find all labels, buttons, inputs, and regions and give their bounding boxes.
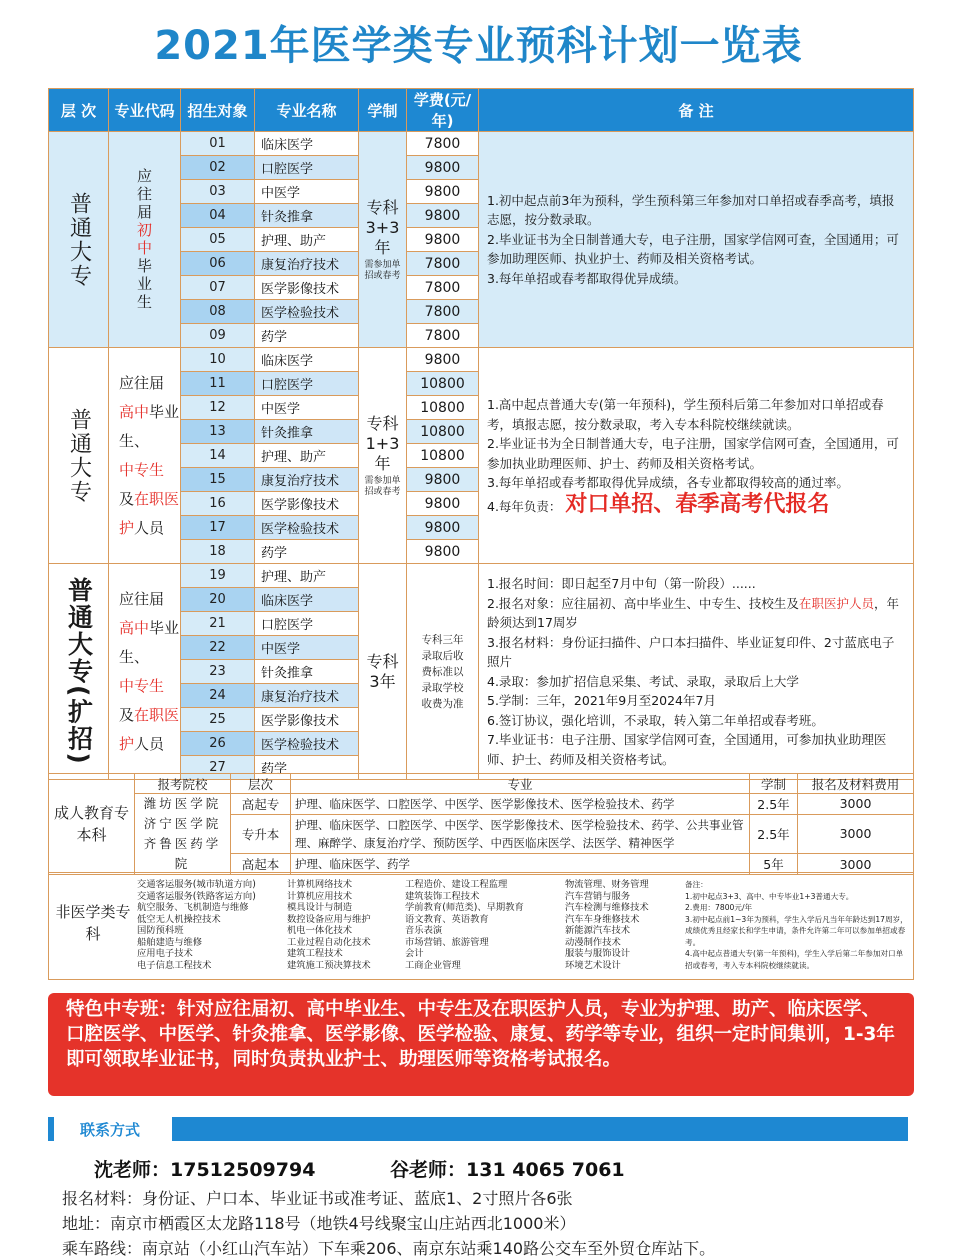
note-line xyxy=(487,594,905,633)
school-weifang: 潍坊医学院 xyxy=(143,796,222,811)
fee-cell: 10800 xyxy=(407,420,479,444)
program-main: 专科 xyxy=(366,197,399,217)
adult-schools xyxy=(135,794,231,875)
target-text xyxy=(109,585,180,759)
target-cell xyxy=(109,132,181,348)
notes-cell xyxy=(479,132,914,348)
program-main: 专科 xyxy=(366,651,399,671)
note-line: 5.学制：三年，2021年9月至2024年7月 xyxy=(487,693,716,708)
note-line: 1.初中起点前3年为预科，学生预科第三年参加对口单招或春季高考，填报志愿，按分数录取。 xyxy=(487,192,895,228)
non-medical-col-2 xyxy=(287,879,405,971)
school-qilu: 齐鲁医药学院 xyxy=(143,836,222,871)
non-medical-item: 国防预科班 xyxy=(137,925,184,936)
fee-cell: 9800 xyxy=(407,348,479,372)
major-code: 26 xyxy=(181,732,255,756)
target-part: 中专生 xyxy=(119,460,165,479)
note-line: 6.签订协议，强化培训，不录取，转入第二年单招或春考班。 xyxy=(487,712,824,728)
header-notes: 备 注 xyxy=(479,89,914,132)
non-medical-item: 船舶建造与维修 xyxy=(137,936,203,948)
target-part: 人员 xyxy=(134,518,165,537)
level-cell: 普通大专(扩招) xyxy=(49,564,109,780)
major-name: 医学检验技术 xyxy=(255,732,359,756)
major-name: 药学 xyxy=(255,324,359,348)
non-medical-item: 工商企业管理 xyxy=(405,959,461,971)
teacher-gu: 谷老师：131 4065 7061 xyxy=(390,1159,625,1181)
fee-cell: 7800 xyxy=(407,300,479,324)
major-code: 09 xyxy=(181,324,255,348)
major-name: 护理、助产 xyxy=(255,228,359,252)
non-medical-item: 服装与服饰设计 xyxy=(565,948,631,959)
non-medical-item: 交通客运服务(铁路客运方向) xyxy=(137,890,256,902)
non-medical-item: 4.高中起点普通大专(第一年预科)，学生入学后第二年参加对口单招或春考，考入专本科院校继续就读。 xyxy=(685,949,904,970)
program-years: 3+3年 xyxy=(365,217,400,257)
adult-header-level: 层次 xyxy=(231,774,291,794)
major-code: 20 xyxy=(181,588,255,612)
note-line: 3.每年单招或春考都取得优异成绩。 xyxy=(487,270,687,286)
program-cell xyxy=(359,348,407,564)
target-part: 高中 xyxy=(119,618,150,637)
major-code: 01 xyxy=(181,132,255,156)
adult-row-major: 护理、临床医学、口腔医学、中医学、医学影像技术、医学检验技术、药学、公共事业管理、麻醉学、康复治疗学、预防医学、中西医临床医学、法医学、精神医学 xyxy=(291,814,750,854)
major-name: 康复治疗技术 xyxy=(255,684,359,708)
major-name: 医学检验技术 xyxy=(255,516,359,540)
school-jining: 济宁医学院 xyxy=(143,816,222,831)
fee-cell: 9800 xyxy=(407,468,479,492)
target-text xyxy=(109,369,180,543)
header-fee: 学费(元/年) xyxy=(407,89,479,132)
fee-cell: 7800 xyxy=(407,324,479,348)
adult-row-level: 高起专 xyxy=(231,794,291,815)
program-years: 3年 xyxy=(369,671,396,691)
major-name: 康复治疗技术 xyxy=(255,252,359,276)
program-cell xyxy=(359,132,407,348)
major-name: 医学影像技术 xyxy=(255,276,359,300)
major-code: 05 xyxy=(181,228,255,252)
major-name: 针灸推拿 xyxy=(255,204,359,228)
note-line: 3.报名材料：身份证扫描件、户口本扫描件、毕业证复印件、2寸蓝底电子照片 xyxy=(487,634,895,669)
fee-cell: 9800 xyxy=(407,492,479,516)
target-cell xyxy=(109,564,181,780)
fee-cell: 9800 xyxy=(407,228,479,252)
target-cell xyxy=(109,348,181,564)
adult-education-table xyxy=(48,773,914,875)
target-part-c: 毕业生 xyxy=(135,257,153,312)
adult-row-years: 5年 xyxy=(750,854,798,875)
note-line: 2.毕业证书为全日制普通大专，电子注册，国家学信网可查，全国通用，可参加执业助理医师、护士、药师及相关资格考试。 xyxy=(487,436,899,471)
major-code: 06 xyxy=(181,252,255,276)
note-highlight: 在职医护人员 xyxy=(798,595,874,611)
major-code: 14 xyxy=(181,444,255,468)
adult-row-major: 护理、临床医学、药学 xyxy=(291,854,750,875)
non-medical-item: 物流管理、财务管理 xyxy=(565,879,649,890)
page-title: 2021年医学类专业预科计划一览表 xyxy=(154,23,803,69)
note-line: 2.毕业证书为全日制普通大专，电子注册，国家学信网可查，全国通用；可参加助理医师、执业护士、药师及相关资格考试。 xyxy=(487,231,899,267)
target-part: 高中 xyxy=(119,402,150,421)
adult-row-fee: 3000 xyxy=(798,814,914,854)
non-medical-item: 汽车营销与服务 xyxy=(565,890,631,902)
major-name: 口腔医学 xyxy=(255,612,359,636)
major-name: 医学影像技术 xyxy=(255,492,359,516)
table-row xyxy=(49,564,914,588)
non-medical-item: 新能源汽车技术 xyxy=(565,925,631,936)
major-name: 中医学 xyxy=(255,636,359,660)
materials-text: 报名材料：身份证、户口本、毕业证书或准考证、蓝底1、2寸照片各6张 xyxy=(62,1189,573,1208)
level-cell: 普通大专 xyxy=(49,348,109,564)
major-code: 19 xyxy=(181,564,255,588)
fee-cell: 7800 xyxy=(407,276,479,300)
table-header-row xyxy=(49,89,914,132)
non-medical-item: 计算机应用技术 xyxy=(287,890,353,902)
non-medical-item: 交通客运服务(城市轨道方向) xyxy=(137,879,256,890)
note4-label: 4.每年负责： xyxy=(487,498,562,514)
target-part: 及 xyxy=(119,705,135,724)
target-text xyxy=(134,168,155,312)
target-part: 毕业生、 xyxy=(119,618,180,666)
contact-label: 联系方式 xyxy=(80,1121,141,1139)
notes-cell xyxy=(479,348,914,564)
note-line: 7.毕业证书：电子注册、国家学信网可查，全国通用，可参加执业助理医师、护士、药师及相关资格考试。 xyxy=(487,732,887,767)
major-code: 18 xyxy=(181,540,255,564)
non-medical-item: 工程造价、建设工程监理 xyxy=(405,879,508,890)
header-major: 专业名称 xyxy=(255,89,359,132)
major-name: 护理、助产 xyxy=(255,444,359,468)
program-note: 需参加单招或春考 xyxy=(364,475,401,497)
non-medical-item: 电子信息工程技术 xyxy=(137,959,212,971)
non-medical-item: 2.费用：7800元/年 xyxy=(685,903,753,912)
target-part: 中专生 xyxy=(119,676,165,695)
note-text: 2.报名对象：应往届初、高中毕业生、中专生、技校生及 xyxy=(487,595,799,611)
fee-cell: 10800 xyxy=(407,396,479,420)
fee-cell: 10800 xyxy=(407,372,479,396)
adult-header-major: 专业 xyxy=(291,774,750,794)
non-medical-item: 环境艺术设计 xyxy=(565,959,621,971)
non-medical-col-3 xyxy=(405,879,565,971)
major-name: 中医学 xyxy=(255,396,359,420)
adult-header-fee: 报名及材料费用 xyxy=(798,774,914,794)
non-medical-item: 汽车车身维修技术 xyxy=(565,913,640,925)
program-cell xyxy=(359,564,407,780)
feature-banner: 特色中专班：针对应往届初、高中毕业生、中专生及在职医护人员，专业为护理、助产、临床医学、口腔医学、中医学、针灸推拿、医学影像、医学检验、康复、药学等专业，组织一定时间集训，1-3年即可领取毕业证书，同时负责执业护士、助理医师等资格考试报名。 xyxy=(48,993,914,1096)
adult-row-level: 专升本 xyxy=(231,814,291,854)
non-medical-item: 备注： xyxy=(685,880,708,889)
adult-row-years: 2.5年 xyxy=(750,814,798,854)
table-row xyxy=(49,132,914,156)
fee-cell: 7800 xyxy=(407,252,479,276)
major-code: 23 xyxy=(181,660,255,684)
non-medical-item: 数控设备应用与维护 xyxy=(287,913,371,925)
note4-highlight: 对口单招、春季高考代报名 xyxy=(565,491,830,517)
fee-note: 专科三年录取后收费标准以录取学校收费为准 xyxy=(421,633,464,710)
contact-bar-fill xyxy=(172,1117,908,1141)
fee-cell: 9800 xyxy=(407,516,479,540)
fee-cell: 9800 xyxy=(407,156,479,180)
non-medical-item: 建筑工程技术 xyxy=(287,948,343,959)
program-years: 1+3年 xyxy=(365,433,400,473)
level-cell: 普通大专 xyxy=(49,132,109,348)
non-medical-item: 航空服务、飞机制造与维修 xyxy=(137,902,249,913)
non-medical-item: 语文教育、英语教育 xyxy=(405,913,489,925)
non-medical-item: 学前教育(师范类)、早期教育 xyxy=(405,902,524,913)
note-line: 3.每年单招或春考都取得优异成绩，各专业都取得较高的通过率。 xyxy=(487,475,849,490)
table-row xyxy=(49,348,914,372)
adult-row-level: 高起本 xyxy=(231,854,291,875)
non-medical-section xyxy=(48,872,914,980)
fee-cell: 9800 xyxy=(407,180,479,204)
non-medical-item: 汽车检测与维修技术 xyxy=(565,902,649,913)
non-medical-item: 计算机网络技术 xyxy=(287,879,353,890)
major-name: 护理、助产 xyxy=(255,564,359,588)
major-code: 21 xyxy=(181,612,255,636)
route-text: 乘车路线：南京站（小红山汽车站）下车乘206、南京东站乘140路公交车至外贸仓库站下。 xyxy=(62,1239,716,1258)
major-name: 口腔医学 xyxy=(255,372,359,396)
major-code: 13 xyxy=(181,420,255,444)
target-part: 应往届 xyxy=(119,589,165,608)
major-code: 17 xyxy=(181,516,255,540)
major-code: 24 xyxy=(181,684,255,708)
major-name: 康复治疗技术 xyxy=(255,468,359,492)
note-line xyxy=(487,491,905,517)
adult-header-years: 学制 xyxy=(750,774,798,794)
major-code: 16 xyxy=(181,492,255,516)
major-code: 08 xyxy=(181,300,255,324)
notes-cell xyxy=(479,564,914,780)
teacher-shen: 沈老师：17512509794 xyxy=(94,1159,316,1181)
non-medical-item: 音乐表演 xyxy=(405,925,443,936)
target-part: 毕业生、 xyxy=(119,402,180,450)
adult-label: 成人教育专本科 xyxy=(49,774,135,875)
contact-bar xyxy=(48,1117,908,1141)
fee-cell: 9800 xyxy=(407,204,479,228)
major-name: 针灸推拿 xyxy=(255,660,359,684)
non-medical-item: 市场营销、旅游管理 xyxy=(405,936,489,948)
note-text: ，年龄须达到17周岁 xyxy=(487,595,899,630)
major-code: 25 xyxy=(181,708,255,732)
adult-header-school: 报考院校 xyxy=(135,774,231,794)
program-note: 需参加单招或春考 xyxy=(364,259,401,281)
address-text: 地址：南京市栖霞区太龙路118号（地铁4号线聚宝山庄站西北1000米） xyxy=(62,1214,576,1233)
major-code: 10 xyxy=(181,348,255,372)
fee-cell: 9800 xyxy=(407,540,479,564)
major-code: 12 xyxy=(181,396,255,420)
major-code: 27 xyxy=(181,756,255,780)
note-line: 1.报名时间：即日起至7月中旬（第一阶段）...... xyxy=(487,576,756,591)
non-medical-col-5 xyxy=(685,879,909,971)
fee-cell: 7800 xyxy=(407,132,479,156)
non-medical-item: 动漫制作技术 xyxy=(565,936,621,948)
major-name: 临床医学 xyxy=(255,132,359,156)
major-code: 15 xyxy=(181,468,255,492)
target-part: 在职医护 xyxy=(119,705,180,753)
non-medical-item: 1.初中起点3+3、高中、中专毕业1+3普通大专。 xyxy=(685,891,854,901)
program-main: 专科 xyxy=(366,413,399,433)
major-code: 22 xyxy=(181,636,255,660)
major-name: 临床医学 xyxy=(255,348,359,372)
non-medical-col-4 xyxy=(565,879,683,971)
note-line: 4.录取：参加扩招信息采集、考试、录取，录取后上大学 xyxy=(487,673,799,689)
major-code: 11 xyxy=(181,372,255,396)
non-medical-item: 工业过程自动化技术 xyxy=(287,936,371,948)
non-medical-item: 机电一体化技术 xyxy=(287,925,353,936)
major-name: 医学影像技术 xyxy=(255,708,359,732)
non-medical-item: 模具设计与制造 xyxy=(287,902,353,913)
header-code: 专业代码 xyxy=(109,89,181,132)
fee-cell: 10800 xyxy=(407,444,479,468)
adult-row-fee: 3000 xyxy=(798,854,914,875)
contact-bar-marker xyxy=(48,1117,54,1141)
non-medical-item: 建筑装饰工程技术 xyxy=(405,890,480,902)
non-medical-item: 3.初中起点前1~3年为预科，学生入学后凡当年年龄达到17周岁，成绩优秀且经家长和学生申请，条件允许第二年可以参加单招或春考。 xyxy=(685,914,908,947)
adult-row-fee: 3000 xyxy=(798,794,914,815)
non-medical-item: 低空无人机操控技术 xyxy=(137,913,221,925)
header-level: 层 次 xyxy=(49,89,109,132)
major-code: 07 xyxy=(181,276,255,300)
major-name: 临床医学 xyxy=(255,588,359,612)
major-name: 口腔医学 xyxy=(255,156,359,180)
target-part: 人员 xyxy=(134,734,165,753)
non-medical-item: 会计 xyxy=(405,948,424,959)
target-part: 在职医护 xyxy=(119,489,180,537)
plan-table xyxy=(48,88,914,780)
major-code: 02 xyxy=(181,156,255,180)
target-part: 及 xyxy=(119,489,135,508)
non-medical-item: 应用电子技术 xyxy=(137,948,193,959)
non-medical-item: 建筑施工预决算技术 xyxy=(287,959,371,971)
major-name: 医学检验技术 xyxy=(255,300,359,324)
header-target: 招生对象 xyxy=(181,89,255,132)
adult-row-years: 2.5年 xyxy=(750,794,798,815)
target-part-a: 应往届 xyxy=(135,167,153,222)
major-name: 药学 xyxy=(255,540,359,564)
major-name: 针灸推拿 xyxy=(255,420,359,444)
major-code: 03 xyxy=(181,180,255,204)
major-name: 药学 xyxy=(255,756,359,780)
fee-note-cell xyxy=(407,564,479,780)
header-program: 学制 xyxy=(359,89,407,132)
non-medical-col-1 xyxy=(137,879,285,971)
non-medical-label: 非医学类专科 xyxy=(55,903,131,943)
major-name: 中医学 xyxy=(255,180,359,204)
major-code: 04 xyxy=(181,204,255,228)
target-part-b: 初中 xyxy=(135,221,153,258)
note-line: 1.高中起点普通大专(第一年预科)，学生预科后第二年参加对口单招或春考，填报志愿，按分数录取，考入专本科院校继续就读。 xyxy=(487,397,884,432)
target-part: 应往届 xyxy=(119,373,165,392)
adult-row-major: 护理、临床医学、口腔医学、中医学、医学影像技术、医学检验技术、药学 xyxy=(291,794,750,815)
